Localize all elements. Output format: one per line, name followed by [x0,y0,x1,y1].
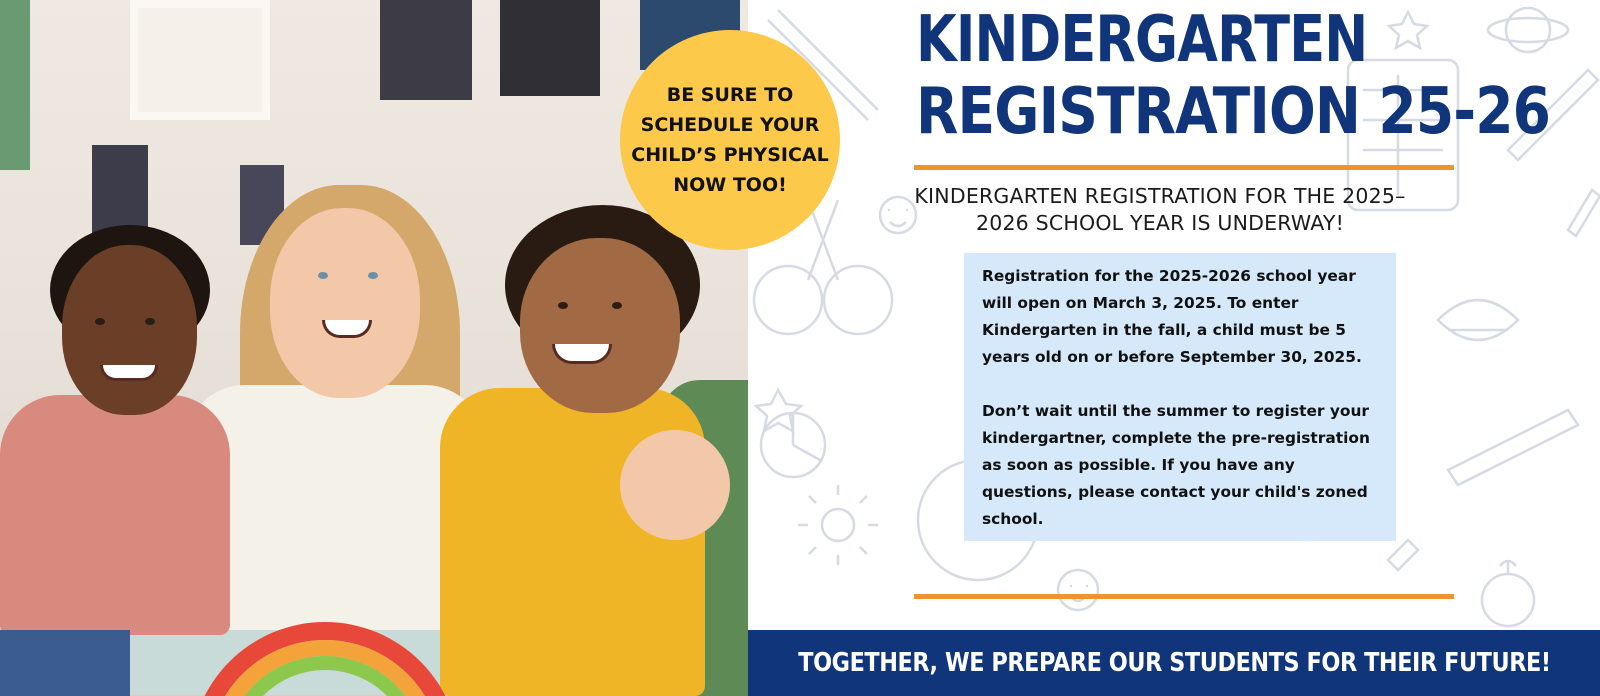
page-title [916,3,1551,149]
physical-reminder-badge [620,30,840,250]
registration-info-box [964,253,1396,541]
wall-poster [130,0,270,120]
divider-bottom [914,594,1454,599]
badge-text: BE SURE TO SCHEDULE YOUR CHILD’S PHYSICAL NOW TOO! [631,84,829,196]
title-line-2: REGISTRATION 25-26 [916,75,1551,149]
title-line-1: KINDERGARTEN [916,3,1368,77]
info-paragraph-preregister: Don’t wait until the summer to register your kindergartner, complete the pre-registration as soon as possible. If you have any questions, please contact your child's zoned school. [982,402,1370,528]
info-paragraph-dates: Registration for the 2025-2026 school year will open on March 3, 2025. To enter Kindergarten in the fall, a child must be 5 years old on or before September 30, 2025. [982,267,1362,366]
wall-poster [380,0,472,100]
wall-poster [92,145,148,235]
divider-top [914,165,1454,170]
footer-banner [748,630,1600,696]
wall-poster [500,0,600,96]
flyer-panel [748,0,1600,696]
wall-poster [0,0,30,170]
subheading: KINDERGARTEN REGISTRATION FOR THE 2025–2026 SCHOOL YEAR IS UNDERWAY! [914,184,1406,235]
footer-slogan: TOGETHER, WE PREPARE OUR STUDENTS FOR THEIR FUTURE! [797,648,1551,678]
